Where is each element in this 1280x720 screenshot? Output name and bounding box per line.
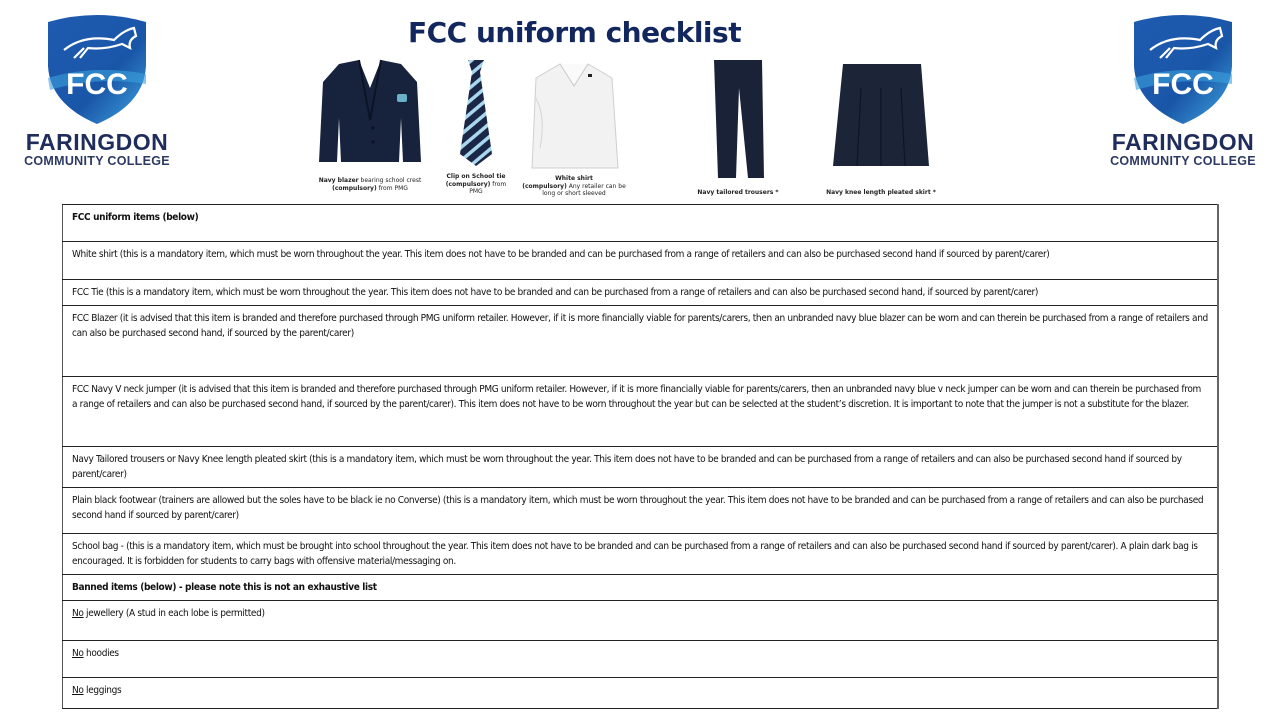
uniform-items-header: FCC uniform items (below) <box>63 205 1219 242</box>
uniform-item-white-shirt: White shirt (this is a mandatory item, which must be worn throughout the year. This item does not have to be branded and can be purchased from a range of retailers and can also be purchased second hand if sourced by parent/carer) <box>63 242 1219 280</box>
trousers-icon <box>708 58 768 182</box>
uniform-item-trousers-skirt: Navy Tailored trousers or Navy Knee length pleated skirt (this is a mandatory item, which must be worn throughout the year. This item does not have to be branded and can be purchased from a range of retailers and can also be purchased second hand if sourced by parent/carer) <box>63 447 1219 488</box>
table-row <box>63 488 1219 534</box>
svg-text:FCC: FCC <box>1152 68 1214 101</box>
table-row <box>63 447 1219 488</box>
school-subtitle: COMMUNITY COLLEGE <box>1110 154 1256 168</box>
shirt-icon <box>526 58 622 170</box>
garment-blazer: Navy blazer bearing school crest (compulsory) from PMG <box>308 58 432 192</box>
banned-item-jewellery: No jewellery (A stud in each lobe is permitted) <box>63 601 1219 641</box>
banned-item-leggings: No leggings <box>63 678 1219 709</box>
school-logo-left <box>12 14 182 184</box>
school-name: FARINGDON <box>25 129 169 155</box>
table-row <box>63 601 1219 641</box>
blazer-icon <box>317 58 423 166</box>
svg-text:FCC: FCC <box>66 68 128 101</box>
school-name: FARINGDON <box>1111 129 1255 155</box>
shield-crest-icon <box>44 14 150 126</box>
table-row <box>63 306 1219 377</box>
garment-skirt: Navy knee length pleated skirt * <box>812 58 950 197</box>
table-row <box>63 678 1219 709</box>
uniform-item-blazer: FCC Blazer (it is advised that this item is branded and therefore purchased through PMG uniform retailer. However, if it is more financially viable for parents/carers, then an unbranded navy blue blazer can be worn and can therein be purchased from a range of retailers and can also be purchased second hand, if sourced by the parent/carer) <box>63 306 1219 377</box>
garment-shirt: White shirt (compulsory) Any retailer can be long or short sleeved <box>520 58 628 198</box>
uniform-checklist-table <box>62 204 1219 709</box>
table-row <box>63 575 1219 601</box>
school-subtitle: COMMUNITY COLLEGE <box>24 154 170 168</box>
table-row <box>63 641 1219 678</box>
garment-trousers: Navy tailored trousers * <box>688 58 788 197</box>
banned-items-header: Banned items (below) - please note this is not an exhaustive list <box>63 575 1219 601</box>
table-row <box>63 242 1219 280</box>
tie-icon <box>456 58 496 168</box>
garment-tie: Clip on School tie (compulsory) from PMG <box>440 58 512 196</box>
uniform-item-tie: FCC Tie (this is a mandatory item, which must be worn throughout the year. This item does not have to be branded and can be purchased from a range of retailers and can also be purchased second hand, if sourced by parent/carer) <box>63 280 1219 306</box>
uniform-item-jumper: FCC Navy V neck jumper (it is advised that this item is branded and therefore purchased through PMG uniform retailer. However, if it is more financially viable for parents/carers, then an unbranded navy blue v neck jumper can be worn and can therein be purchased from a range of retailers and can also be purchased second hand, if sourced by the parent/carer). This item does not have to be worn throughout the year but can be selected at the student’s discretion. It is important to note that the jumper is not a substitute for the blazer. <box>63 377 1219 447</box>
table-row <box>63 280 1219 306</box>
table-row <box>63 205 1219 242</box>
banned-item-hoodies: No hoodies <box>63 641 1219 678</box>
table-row <box>63 377 1219 447</box>
school-logo-right <box>1098 14 1268 184</box>
shield-crest-icon <box>1130 14 1236 126</box>
uniform-item-footwear: Plain black footwear (trainers are allowed but the soles have to be black ie no Converse) (this is a mandatory item, which must be worn throughout the year. This item does not have to be branded and can be purchased from a range of retailers and can also be purchased second hand if sourced by parent/carer) <box>63 488 1219 534</box>
skirt-icon <box>831 58 931 170</box>
uniform-item-school-bag: School bag - (this is a mandatory item, which must be brought into school throughout the year. This item does not have to be branded and can be purchased from a range of retailers and can also be purchased second hand if sourced by parent/carer). A plain dark bag is encouraged. It is forbidden for students to carry bags with offensive material/messaging on. <box>63 534 1219 575</box>
table-row <box>63 534 1219 575</box>
page-title: FCC uniform checklist <box>408 16 742 49</box>
